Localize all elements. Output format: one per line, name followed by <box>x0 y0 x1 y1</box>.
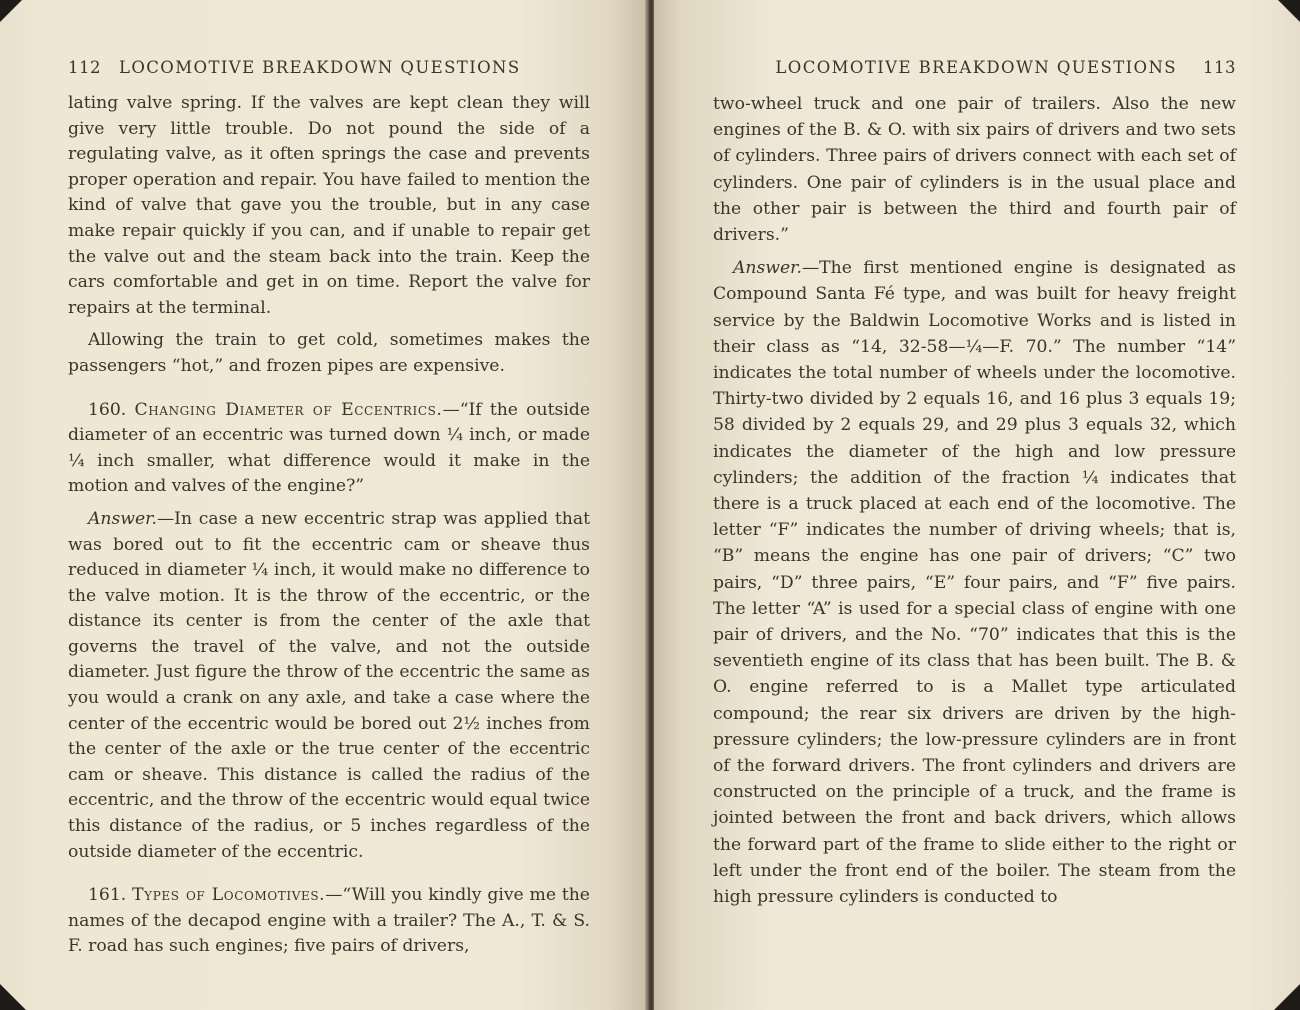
left-page-number: 112 <box>68 58 101 77</box>
left-running-header <box>68 58 590 77</box>
question-heading: Changing Diameter of Eccentrics. <box>134 399 443 420</box>
paragraph-text: Allowing the train to get cold, sometimes makes the passengers “hot,” and frozen pipes are expensive. <box>68 330 590 376</box>
right-running-header <box>753 58 1236 77</box>
answer-label: Answer. <box>88 508 157 529</box>
paragraph-text: two-wheel truck and one pair of trailers. Also the new engines of the B. & O. with six pairs of drivers and two sets of cylinders. Three pairs of drivers connect with each set of cylinders. One pair of cylinders is in the usual place and the other pair is between the third and fourth pair of drivers.” <box>713 94 1236 246</box>
question-161 <box>68 883 590 960</box>
left-running-title: LOCOMOTIVE BREAKDOWN QUESTIONS <box>119 58 521 77</box>
left-body-text <box>68 91 590 960</box>
paragraph-text: —The first mentioned engine is designated as Compound Santa Fé type, and was built for heavy freight service by the Baldwin Locomotive Works and is listed in their class as “14, 32-58—¼—F. 70.” The number “14” indicates the total number of wheels under the locomotive. Thirty-two divided by 2 equals 16, and 16 plus 3 equals 19; 58 divided by 2 equals 29, and 29 plus 3 equals 32, which indicates the diameter of the high and low pressure cylinders; the addition of the fraction ¼ indicates that there is a truck placed at each end of the locomotive. The letter “F” indicates the number of driving wheels; that is, “B” means the engine has one pair of drivers; “C” two pairs, “D” three pairs, “E” four pairs, and “F” five pairs. The letter “A” is used for a special class of engine with one pair of drivers, and the No. “70” indicates that this is the seventieth engine of its class that has been built. The B. & O. engine referred to is a Mallet type articulated compound; the rear six drivers are driven by the high-pressure cylinders; the low-pressure cylinders are in front of the forward drivers. The front cylinders and drivers are constructed on the principle of a truck, and the frame is jointed between the front and back drivers, which allows the forward part of the frame to slide either to the right or left under the front end of the boiler. The steam from the high pressure cylinders is conducted to <box>713 258 1236 908</box>
right-page <box>654 0 1300 1010</box>
paragraph-text: lating valve spring. If the valves are kept clean they will give very little trouble. Do not pound the side of a regulating valve, as it often springs the case and prevents proper operation and repair. You have failed to mention the kind of valve that gave you the trouble, but in any case make repair quickly if you can, and if unable to repair get the valve out and the steam back into the train. Keep the cars comfortable and get in on time. Report the valve for repairs at the terminal. <box>68 93 590 318</box>
paragraph-text: —“If the outside diameter of an eccentric was turned down ¼ inch, or made ¼ inch smaller, what difference would it make in the motion and valves of the engine?” <box>68 399 590 497</box>
answer-label: Answer. <box>733 258 802 279</box>
question-number: 160. <box>88 399 127 420</box>
question-heading: Types of Locomotives. <box>132 885 326 906</box>
right-running-title: LOCOMOTIVE BREAKDOWN QUESTIONS <box>775 58 1177 77</box>
paragraph-text: —In case a new eccentric strap was applied that was bored out to fit the eccentric cam or sheave thus reduced in diameter ¼ inch, it would make no difference to the valve motion. It is the throw of the eccentric, or the distance its center is from the center of the axle that governs the travel of the valve, and not the outside diameter. Just figure the throw of the eccentric the same as you would a crank on any axle, and take a case where the center of the eccentric would be bored out 2½ inches from the center of the axle or the true center of the eccentric cam or sheave. This distance is called the radius of the eccentric, and the throw of the eccentric would equal twice this distance of the radius, or 5 inches regardless of the outside diameter of the eccentric. <box>68 508 590 862</box>
answer-160 <box>68 507 590 865</box>
answer-161 <box>713 255 1236 910</box>
left-page <box>0 0 648 1010</box>
paragraph <box>68 91 590 321</box>
question-number: 161. <box>88 885 127 906</box>
paragraph <box>68 328 590 379</box>
question-160 <box>68 398 590 500</box>
paragraph <box>713 91 1236 248</box>
right-page-number: 113 <box>1203 58 1236 77</box>
paragraph-text: —“Will you kindly give me the names of the decapod engine with a trailer? The A., T. & S. F. road has such engines; five pairs of drivers, <box>68 885 590 957</box>
right-body-text <box>713 91 1236 910</box>
